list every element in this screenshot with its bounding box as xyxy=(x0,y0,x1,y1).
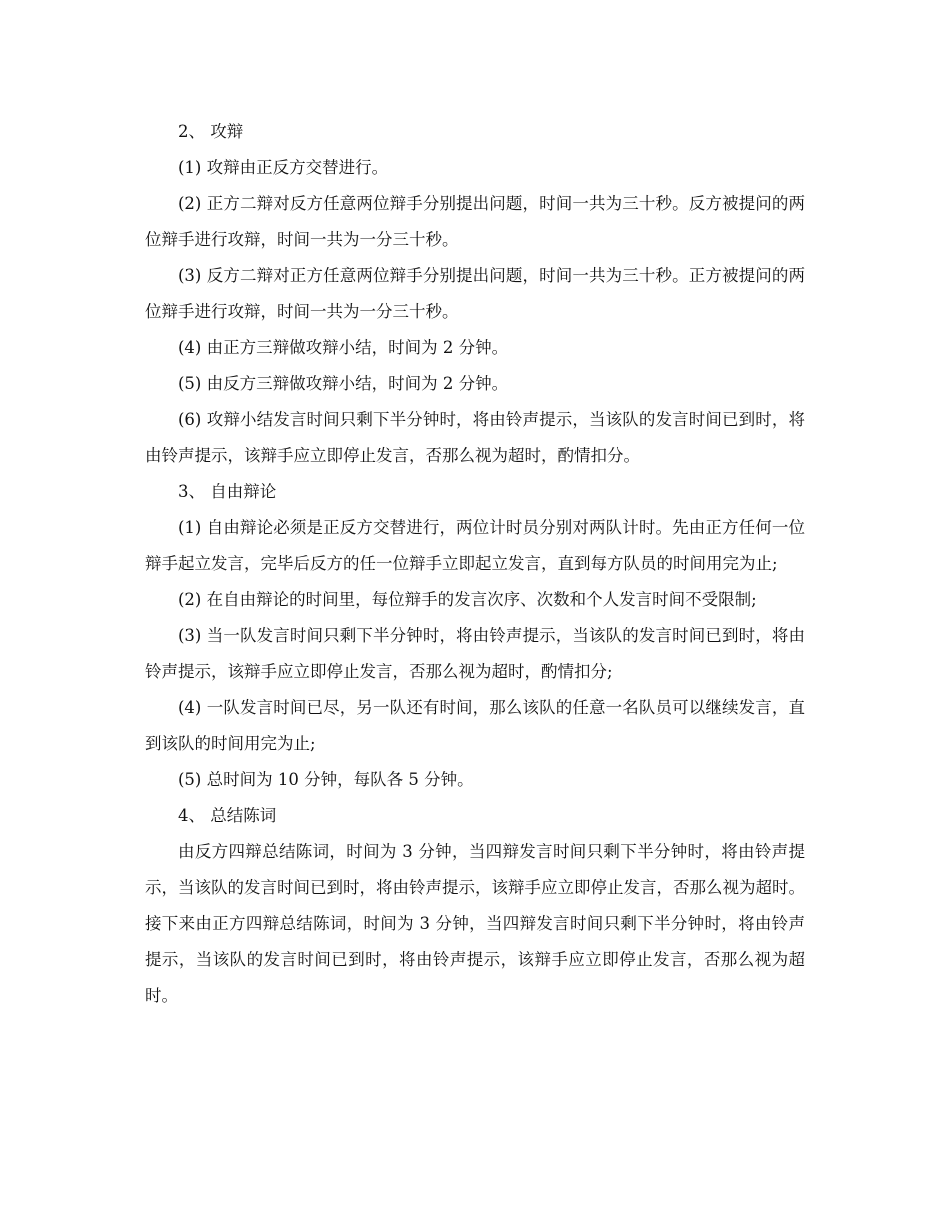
paragraph: (3) 反方二辩对正方任意两位辩手分别提出问题，时间一共为三十秒。正方被提问的两位辩手进行攻辩，时间一共为一分三十秒。 xyxy=(145,266,805,321)
section-heading-free-debate: 3、 自由辩论 xyxy=(178,482,277,501)
section-heading-cross-examination: 2、 攻辩 xyxy=(178,122,244,141)
paragraph: (1) 攻辩由正反方交替进行。 xyxy=(178,158,389,177)
paragraph: (3) 当一队发言时间只剩下半分钟时，将由铃声提示，当该队的发言时间已到时，将由铃声提示，该辩手应立即停止发言，否那么视为超时，酌情扣分; xyxy=(145,626,805,681)
document-body xyxy=(145,114,805,1014)
paragraph: (6) 攻辩小结发言时间只剩下半分钟时，将由铃声提示，当该队的发言时间已到时，将由铃声提示，该辩手应立即停止发言，否那么视为超时，酌情扣分。 xyxy=(145,410,805,465)
paragraph: (4) 由正方三辩做攻辩小结，时间为 2 分钟。 xyxy=(178,338,509,357)
paragraph: (1) 自由辩论必须是正反方交替进行，两位计时员分别对两队计时。先由正方任何一位辩手起立发言，完毕后反方的任一位辩手立即起立发言，直到每方队员的时间用完为止; xyxy=(145,518,805,573)
paragraph: 由反方四辩总结陈词，时间为 3 分钟，当四辩发言时间只剩下半分钟时，将由铃声提示，当该队的发言时间已到时，将由铃声提示，该辩手应立即停止发言，否那么视为超时。接下来由正方四辩总结陈词，时间为 3 分钟，当四辩发言时间只剩下半分钟时，将由铃声提示，当该队的发言时间已到时，将由铃声提示，该辩手应立即停止发言，否那么视为超时。 xyxy=(145,842,805,1005)
paragraph: (2) 正方二辩对反方任意两位辩手分别提出问题，时间一共为三十秒。反方被提问的两位辩手进行攻辩，时间一共为一分三十秒。 xyxy=(145,194,805,249)
paragraph: (4) 一队发言时间已尽，另一队还有时间，那么该队的任意一名队员可以继续发言，直到该队的时间用完为止; xyxy=(145,698,805,753)
paragraph: (5) 由反方三辩做攻辩小结，时间为 2 分钟。 xyxy=(178,374,509,393)
paragraph: (2) 在自由辩论的时间里，每位辩手的发言次序、次数和个人发言时间不受限制; xyxy=(178,590,757,609)
paragraph: (5) 总时间为 10 分钟，每队各 5 分钟。 xyxy=(178,770,474,789)
section-heading-closing-statement: 4、 总结陈词 xyxy=(178,806,277,825)
